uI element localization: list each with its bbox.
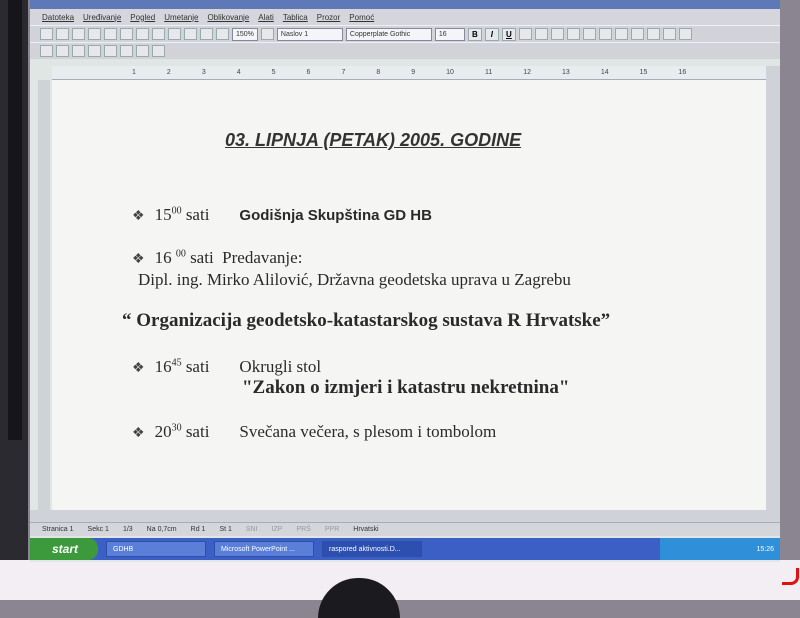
status-section: Sekc 1 <box>87 526 109 533</box>
schedule-item-1 <box>132 205 432 225</box>
highlight-icon[interactable] <box>663 28 676 40</box>
align-right-icon[interactable] <box>551 28 564 40</box>
drawing-icon[interactable] <box>136 45 149 57</box>
numbering-icon[interactable] <box>583 28 596 40</box>
bold-button[interactable]: B <box>468 28 482 41</box>
ruler-mark: 9 <box>411 69 416 76</box>
zoom-select[interactable]: 150% <box>232 28 258 41</box>
diamond-bullet-icon: ❖ <box>132 426 145 441</box>
menu-item-umetanje[interactable]: Umetanje <box>164 12 199 22</box>
align-center-icon[interactable] <box>535 28 548 40</box>
diamond-bullet-icon: ❖ <box>132 361 145 376</box>
menu-item-pomoc[interactable]: Pomoć <box>349 12 375 22</box>
schedule-item-3 <box>132 357 321 377</box>
diamond-bullet-icon: ❖ <box>132 209 145 224</box>
font-size-select[interactable]: 16 <box>435 28 465 41</box>
print-preview-icon[interactable] <box>104 28 117 40</box>
time-hour: 20 <box>154 422 172 441</box>
menu-item-alati[interactable]: Alati <box>258 12 274 22</box>
redo-icon[interactable] <box>200 28 213 40</box>
cut-icon[interactable] <box>136 28 149 40</box>
status-ovr[interactable]: PPR <box>324 526 340 533</box>
ruler-mark: 16 <box>678 69 687 76</box>
menu-item-oblikovanje[interactable]: Oblikovanje <box>207 12 250 22</box>
time-unit: sati <box>190 248 214 267</box>
ruler-mark: 11 <box>484 69 493 76</box>
status-position: Na 0,7cm <box>146 526 177 533</box>
ruler-mark: 2 <box>166 69 171 76</box>
menu-item-prozor[interactable]: Prozor <box>316 12 341 22</box>
open-folder-icon[interactable] <box>56 28 69 40</box>
status-ext[interactable]: PRŠ <box>296 526 311 533</box>
font-color-icon[interactable] <box>679 28 692 40</box>
time-minutes: 00 <box>175 248 186 260</box>
time-unit: sati <box>185 357 210 376</box>
time-minutes: 00 <box>171 205 182 217</box>
system-tray <box>660 538 780 560</box>
new-document-icon[interactable] <box>40 28 53 40</box>
underline-button[interactable]: U <box>502 28 516 41</box>
taskbar-item-folder[interactable]: GDHB <box>106 541 206 557</box>
time-hour: 15 <box>154 205 172 224</box>
help-icon[interactable] <box>261 28 274 40</box>
status-trk[interactable]: IZP <box>271 526 283 533</box>
ruler-mark: 6 <box>306 69 311 76</box>
italic-button[interactable]: I <box>485 28 499 41</box>
sort-descending-icon[interactable] <box>104 45 117 57</box>
ruler-mark: 14 <box>600 69 609 76</box>
event-title: Svečana večera, s plesom i tombolom <box>239 422 497 441</box>
spelling-icon[interactable] <box>120 28 133 40</box>
font-select[interactable]: Copperplate Gothic <box>346 28 432 41</box>
align-left-icon[interactable] <box>519 28 532 40</box>
clock[interactable]: 15:26 <box>756 545 774 553</box>
menu-item-tablica[interactable]: Tablica <box>282 12 308 22</box>
status-bar <box>30 522 780 536</box>
insert-table-icon[interactable] <box>56 45 69 57</box>
status-page-count: 1/3 <box>122 526 133 533</box>
status-rec[interactable]: SNI <box>245 526 258 533</box>
ruler-mark: 12 <box>523 69 532 76</box>
hyperlink-icon[interactable] <box>216 28 229 40</box>
ruler-mark: 1 <box>132 69 136 76</box>
bullets-icon[interactable] <box>599 28 612 40</box>
time-minutes: 30 <box>171 422 182 434</box>
status-column: St 1 <box>219 526 232 533</box>
ruler-mark: 7 <box>341 69 346 76</box>
time-unit: sati <box>185 422 210 441</box>
wall-shadow <box>8 0 22 440</box>
start-button[interactable]: start <box>30 538 98 560</box>
ruler-mark: 3 <box>201 69 206 76</box>
event-title: Godišnja Skupština GD HB <box>239 207 432 224</box>
taskbar-item-powerpoint[interactable]: Microsoft PowerPoint ... <box>214 541 314 557</box>
horizontal-scrollbar[interactable] <box>30 510 780 522</box>
borders-icon[interactable] <box>647 28 660 40</box>
horizontal-ruler[interactable] <box>52 66 780 80</box>
vertical-ruler <box>38 80 50 510</box>
red-marker <box>782 568 799 585</box>
find-icon[interactable] <box>72 45 85 57</box>
chart-icon[interactable] <box>152 45 165 57</box>
lecture-topic: “ Organizacija geodetsko-katastarskog sustava R Hrvatske” <box>122 310 611 331</box>
status-language: Hrvatski <box>353 526 379 533</box>
columns-icon[interactable] <box>120 45 133 57</box>
undo-icon[interactable] <box>184 28 197 40</box>
ruler-mark: 13 <box>562 69 570 76</box>
ruler-mark: 5 <box>271 69 276 76</box>
window-titlebar <box>30 0 780 9</box>
print-icon[interactable] <box>88 28 101 40</box>
menu-item-datoteka[interactable]: Datoteka <box>42 12 75 22</box>
diamond-bullet-icon: ❖ <box>132 252 145 267</box>
projected-screen <box>30 0 780 562</box>
time-unit: sati <box>185 205 210 224</box>
schedule-item-2 <box>132 248 302 268</box>
vertical-scrollbar[interactable] <box>766 66 780 510</box>
secondary-toolbar <box>30 42 780 59</box>
ruler-mark: 4 <box>236 69 241 76</box>
justify-icon[interactable] <box>567 28 580 40</box>
round-table-topic: "Zakon o izmjeri i katastru nekretnina" <box>242 377 570 398</box>
save-icon[interactable] <box>72 28 85 40</box>
taskbar <box>30 538 780 560</box>
menu-item-pogled[interactable]: Pogled <box>130 12 156 22</box>
status-line: Rd 1 <box>190 526 206 533</box>
style-select[interactable]: Naslov 1 <box>277 28 343 41</box>
event-title: Okrugli stol <box>239 357 322 376</box>
sort-ascending-icon[interactable] <box>88 45 101 57</box>
wall-bottom <box>0 560 800 600</box>
document-heading: 03. LIPNJA (PETAK) 2005. GODINE <box>225 130 522 150</box>
ruler-mark: 15 <box>639 69 648 76</box>
schedule-item-4 <box>132 422 496 442</box>
tables-icon[interactable] <box>40 45 53 57</box>
status-page: Stranica 1 <box>42 526 74 533</box>
time-minutes: 45 <box>171 357 182 369</box>
menu-bar <box>30 9 780 25</box>
taskbar-item-word[interactable]: raspored aktivnosti.D... <box>322 541 422 557</box>
paste-icon[interactable] <box>168 28 181 40</box>
time-hour: 16 <box>154 248 172 267</box>
event-title: Predavanje: <box>222 248 303 267</box>
ruler-mark: 8 <box>376 69 381 76</box>
copy-icon[interactable] <box>152 28 165 40</box>
lecture-speaker: Dipl. ing. Mirko Alilović, Državna geodetska uprava u Zagrebu <box>138 270 571 289</box>
decrease-indent-icon[interactable] <box>615 28 628 40</box>
menu-item-uredivanje[interactable]: Uređivanje <box>83 12 122 22</box>
standard-toolbar <box>30 25 780 42</box>
increase-indent-icon[interactable] <box>631 28 644 40</box>
ruler-mark: 10 <box>446 69 454 76</box>
time-hour: 16 <box>154 357 172 376</box>
